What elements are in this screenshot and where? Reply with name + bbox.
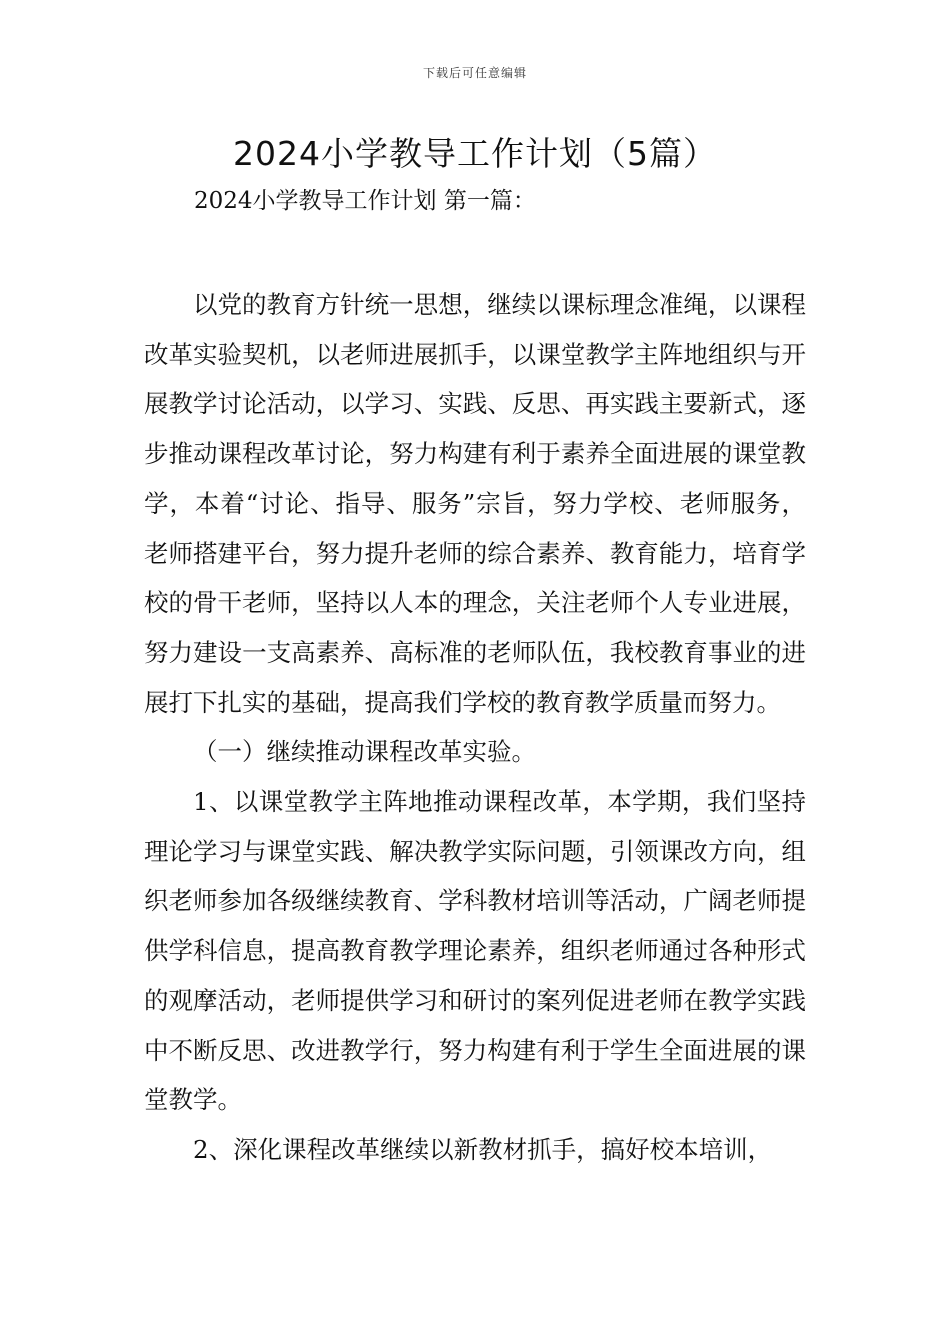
paragraph-intro: 以党的教育方针统一思想，继续以课标理念准绳，以课程改革实验契机，以老师进展抓手，以课堂教学主阵地组织与开展教学讨论活动，以学习、实践、反思、再实践主要新式，逐步推动课程改革讨论，努力构建有利于素养全面进展的课堂教学，本着“讨论、指导、服务”宗旨，努力学校、老师服务，老师搭建平台，努力提升老师的综合素养、教育能力，培育学校的骨干老师，坚持以人本的理念，关注老师个人专业进展，努力建设一支高素养、高标准的老师队伍，我校教育事业的进展打下扎实的基础，提高我们学校的教育教学质量而努力。 — [144, 290, 806, 717]
paragraph-section-heading: （一）继续推动课程改革实验。 — [193, 737, 536, 767]
document-title: 2024小学教导工作计划（5篇） — [233, 134, 717, 173]
header-note: 下载后可任意编辑 — [422, 66, 527, 80]
section-subtitle: 2024小学教导工作计划 第一篇： — [194, 188, 536, 214]
body-text — [144, 280, 806, 1175]
paragraph-item-1: 1、以课堂教学主阵地推动课程改革，本学期，我们坚持理论学习与课堂实践、解决教学实际问题，引领课改方向，组织老师参加各级继续教育、学科教材培训等活动，广阔老师提供学科信息，提高教育教学理论素养，组织老师通过各种形式的观摩活动，老师提供学习和研讨的案列促进老师在教学实践中不断反思、改进教学行，努力构建有利于学生全面进展的课堂教学。 — [144, 787, 806, 1115]
paragraph-item-2: 2、深化课程改革继续以新教材抓手，搞好校本培训， — [193, 1134, 773, 1164]
